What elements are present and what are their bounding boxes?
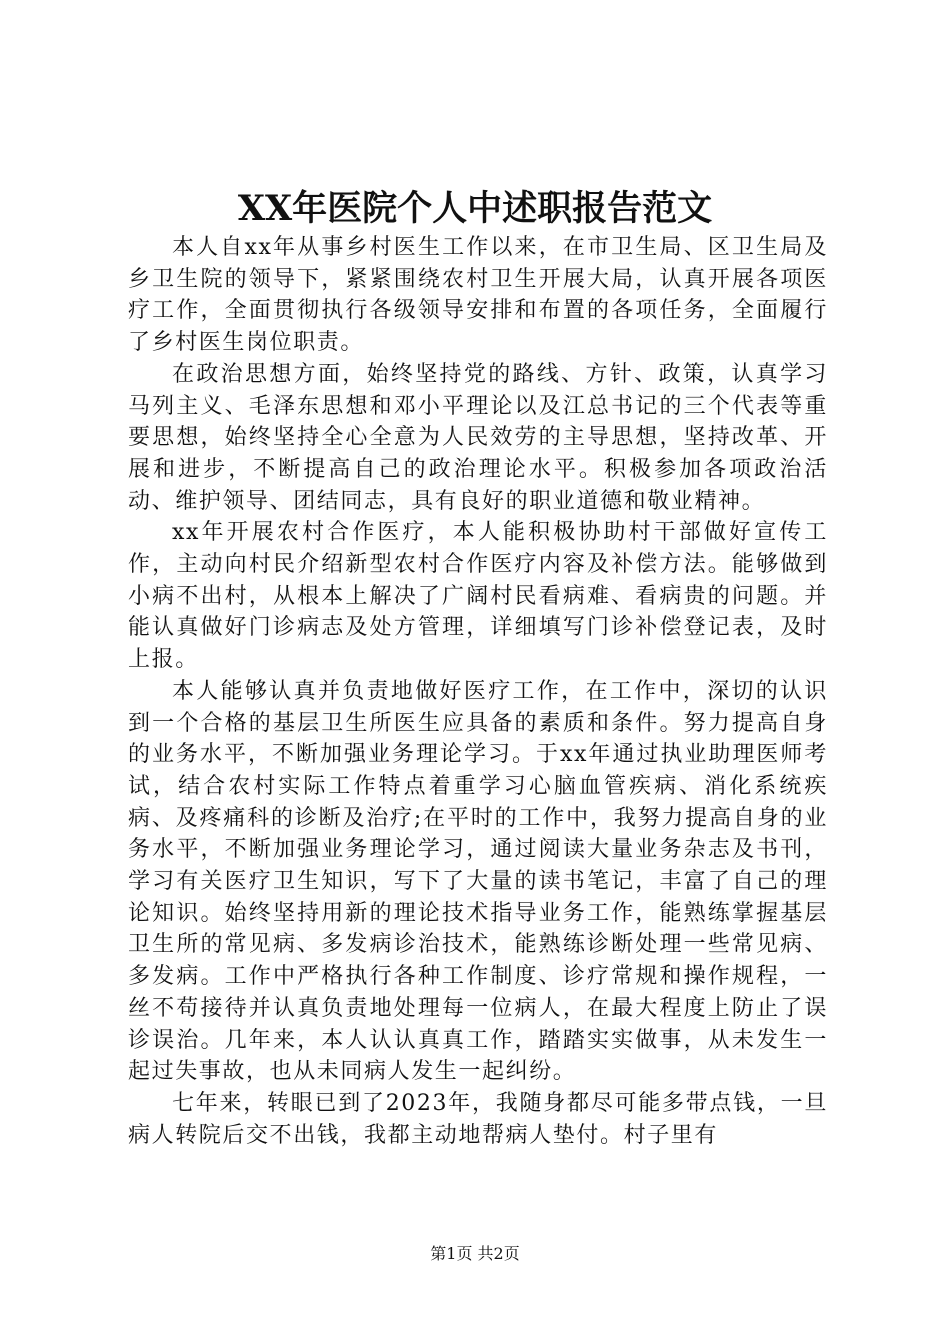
page-number-footer: 第1页 共2页	[430, 1244, 520, 1263]
paragraph-cooperative-medical: xx年开展农村合作医疗，本人能积极协助村干部做好宣传工作，主动向村民介绍新型农村合作医疗内容及补偿方法。能够做到小病不出村，从根本上解决了广阔村民看病难、看病贵的问题。并能认真做好门诊病志及处方管理，详细填写门诊补偿登记表，及时上报。	[128, 520, 828, 673]
paragraph-intro: 本人自xx年从事乡村医生工作以来，在市卫生局、区卫生局及乡卫生院的领导下，紧紧围绕农村卫生开展大局，认真开展各项医疗工作，全面贯彻执行各级领导安排和布置的各项任务，全面履行了乡村医生岗位职责。	[128, 235, 828, 356]
document-body	[128, 232, 828, 1151]
paragraph-political: 在政治思想方面，始终坚持党的路线、方针、政策，认真学习马列主义、毛泽东思想和邓小平理论以及江总书记的三个代表等重要思想，始终坚持全心全意为人民效劳的主导思想，坚持改革、开展和进步，不断提高自己的政治理论水平。积极参加各项政治活动、维护领导、团结同志，具有良好的职业道德和敬业精神。	[128, 361, 828, 514]
paragraph-seven-years: 七年来，转眼已到了2023年，我随身都尽可能多带点钱，一旦病人转院后交不出钱，我都主动地帮病人垫付。村子里有	[128, 1090, 828, 1148]
paragraph-medical-work: 本人能够认真并负责地做好医疗工作，在工作中，深切的认识到一个合格的基层卫生所医生应具备的素质和条件。努力提高自身的业务水平，不断加强业务理论学习。于xx年通过执业助理医师考试，结合农村实际工作特点着重学习心脑血管疾病、消化系统疾病、及疼痛科的诊断及治疗;在平时的工作中，我努力提高自身的业务水平，不断加强业务理论学习，通过阅读大量业务杂志及书刊，学习有关医疗卫生知识，写下了大量的读书笔记，丰富了自己的理论知识。始终坚持用新的理论技术指导业务工作，能熟练掌握基层卫生所的常见病、多发病诊治技术，能熟练诊断处理一些常见病、多发病。工作中严格执行各种工作制度、诊疗常规和操作规程，一丝不苟接待并认真负责地处理每一位病人，在最大程度上防止了误诊误治。几年来，本人认认真真工作，踏踏实实做事，从未发生一起过失事故，也从未同病人发生一起纠纷。	[128, 678, 828, 1085]
document-title: XX年医院个人中述职报告范文	[237, 188, 713, 229]
